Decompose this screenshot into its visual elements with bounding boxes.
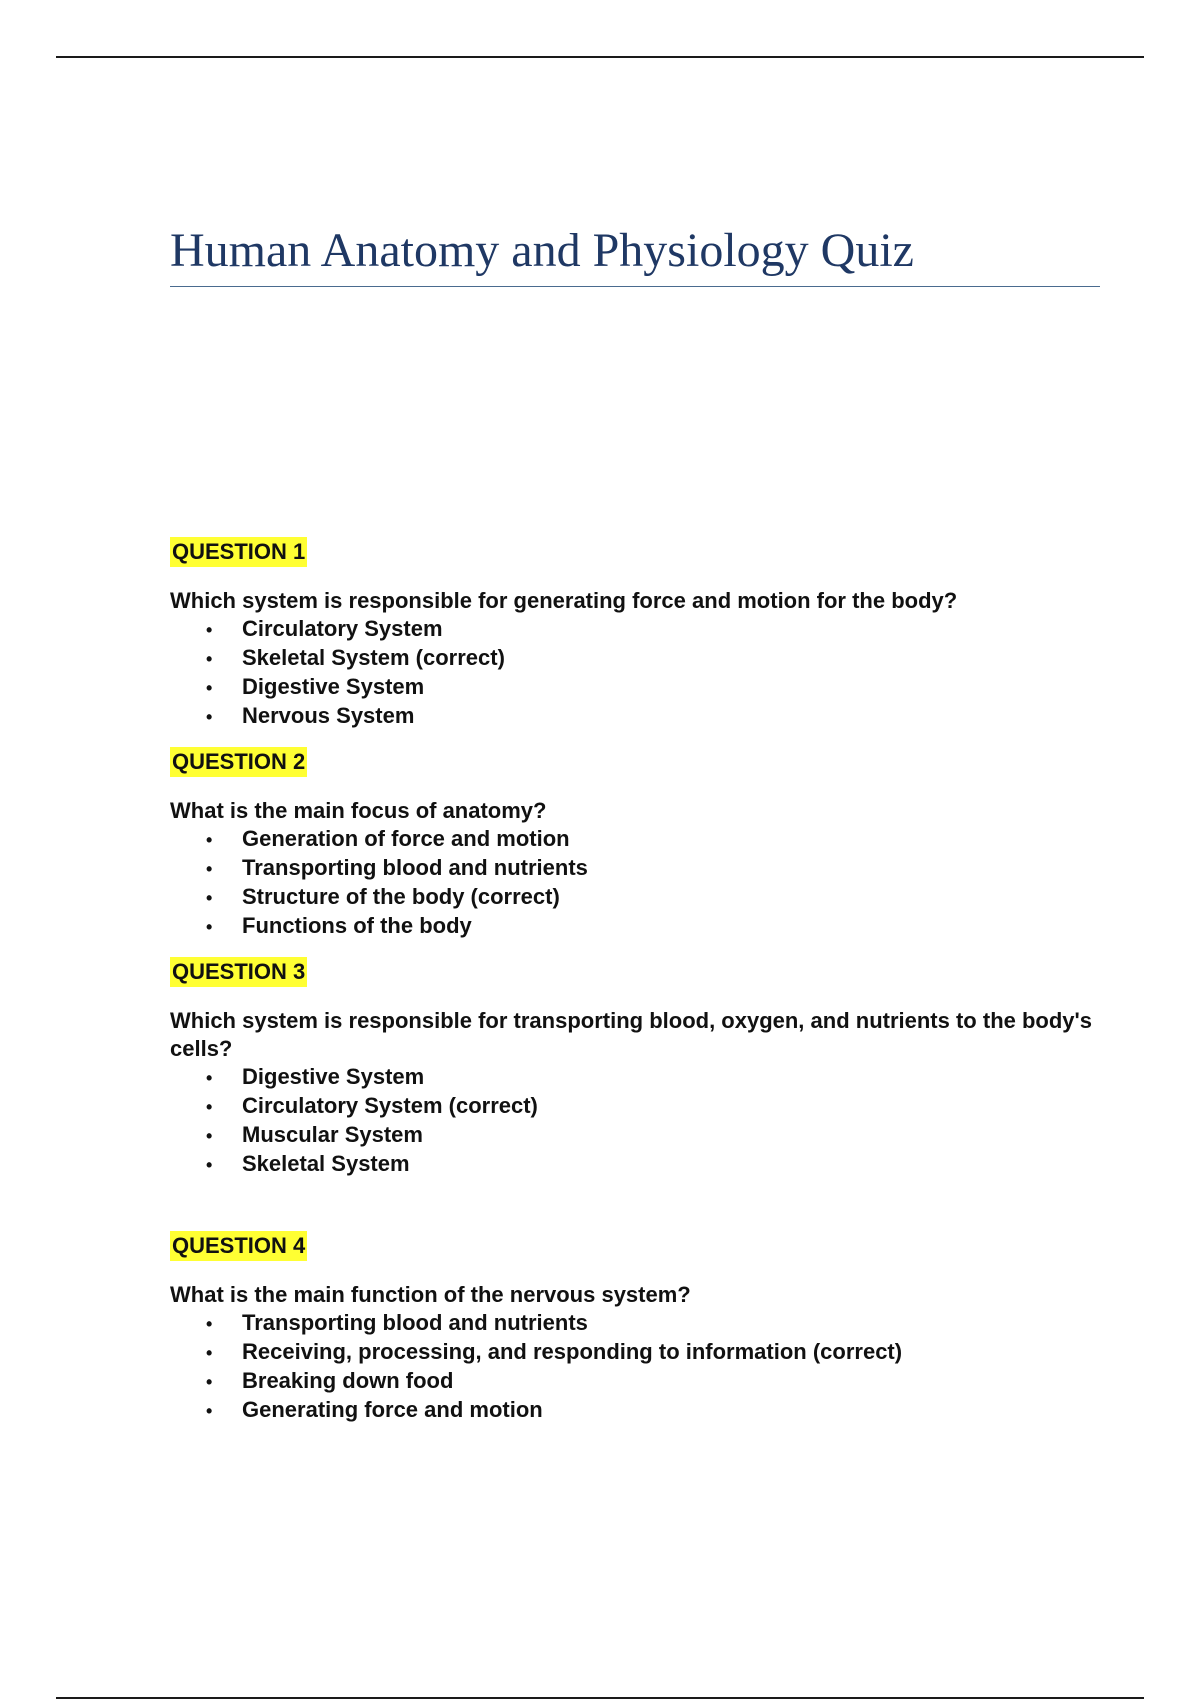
question-text: Which system is responsible for transporting blood, oxygen, and nutrients to the body's cells? xyxy=(170,1008,1092,1061)
bullet-icon: • xyxy=(206,1068,213,1088)
document-content xyxy=(170,222,1100,1441)
question-4 xyxy=(170,1231,1100,1425)
option-label: Transporting blood and nutrients xyxy=(242,1310,588,1335)
answer-option xyxy=(170,1121,1100,1150)
answer-option xyxy=(170,1309,1100,1338)
bullet-icon: • xyxy=(206,917,213,937)
bullet-icon: • xyxy=(206,1343,213,1363)
page-bottom-rule xyxy=(56,1697,1144,1699)
bullet-icon: • xyxy=(206,1155,213,1175)
answer-option xyxy=(170,1396,1100,1425)
question-text: Which system is responsible for generating force and motion for the body? xyxy=(170,588,958,613)
option-label: Muscular System xyxy=(242,1122,423,1147)
option-label: Generating force and motion xyxy=(242,1397,543,1422)
bullet-icon: • xyxy=(206,620,213,640)
bullet-icon: • xyxy=(206,1372,213,1392)
bullet-icon: • xyxy=(206,1126,213,1146)
option-label: Breaking down food xyxy=(242,1368,454,1393)
option-label: Nervous System xyxy=(242,703,415,728)
question-heading: QUESTION 2 xyxy=(170,747,307,777)
option-label: Structure of the body (correct) xyxy=(242,884,560,909)
option-label: Receiving, processing, and responding to information (correct) xyxy=(242,1339,903,1364)
answer-options xyxy=(170,825,1100,941)
option-label: Skeletal System xyxy=(242,1151,410,1176)
answer-option xyxy=(170,1063,1100,1092)
question-text: What is the main focus of anatomy? xyxy=(170,798,547,823)
answer-option xyxy=(170,854,1100,883)
document-title: Human Anatomy and Physiology Quiz xyxy=(170,222,1100,287)
option-label: Functions of the body xyxy=(242,913,472,938)
question-2 xyxy=(170,747,1100,941)
question-1 xyxy=(170,537,1100,731)
question-heading: QUESTION 1 xyxy=(170,537,307,567)
question-text: What is the main function of the nervous system? xyxy=(170,1282,691,1307)
bullet-icon: • xyxy=(206,678,213,698)
answer-option xyxy=(170,615,1100,644)
bullet-icon: • xyxy=(206,888,213,908)
bullet-icon: • xyxy=(206,1401,213,1421)
question-3 xyxy=(170,957,1100,1179)
option-label: Circulatory System (correct) xyxy=(242,1093,538,1118)
page-top-rule xyxy=(56,56,1144,58)
answer-options xyxy=(170,615,1100,731)
question-list xyxy=(170,537,1100,1425)
answer-options xyxy=(170,1063,1100,1179)
answer-option xyxy=(170,644,1100,673)
bullet-icon: • xyxy=(206,707,213,727)
bullet-icon: • xyxy=(206,830,213,850)
option-label: Circulatory System xyxy=(242,616,443,641)
option-label: Skeletal System (correct) xyxy=(242,645,505,670)
option-label: Digestive System xyxy=(242,674,425,699)
option-label: Generation of force and motion xyxy=(242,826,570,851)
answer-option xyxy=(170,825,1100,854)
question-heading: QUESTION 3 xyxy=(170,957,307,987)
answer-option xyxy=(170,1338,1100,1367)
bullet-icon: • xyxy=(206,1097,213,1117)
bullet-icon: • xyxy=(206,649,213,669)
option-label: Transporting blood and nutrients xyxy=(242,855,588,880)
answer-option xyxy=(170,883,1100,912)
option-label: Digestive System xyxy=(242,1064,425,1089)
answer-option xyxy=(170,1092,1100,1121)
answer-option xyxy=(170,1367,1100,1396)
answer-option xyxy=(170,673,1100,702)
answer-option xyxy=(170,912,1100,941)
answer-option xyxy=(170,702,1100,731)
question-heading: QUESTION 4 xyxy=(170,1231,307,1261)
answer-option xyxy=(170,1150,1100,1179)
answer-options xyxy=(170,1309,1100,1425)
bullet-icon: • xyxy=(206,1314,213,1334)
bullet-icon: • xyxy=(206,859,213,879)
